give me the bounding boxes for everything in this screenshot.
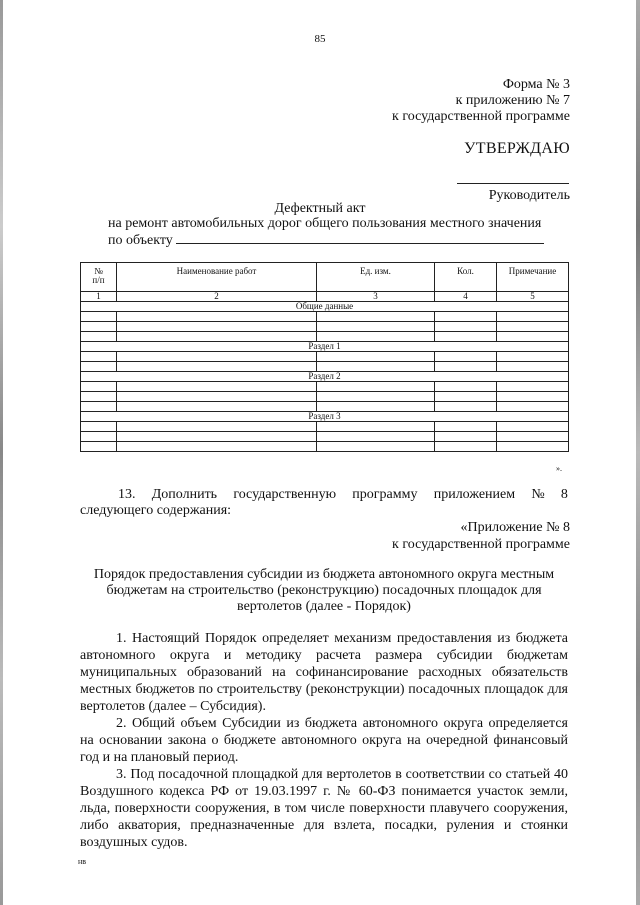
- paragraph-2: 2. Общий объем Субсидии из бюджета автономного округа определяется на основании закона о бюджете автономного округа на очередной финансовый год и на плановый период.: [80, 716, 568, 765]
- table-header-row: [81, 263, 569, 292]
- procedure-title: Порядок предоставления субсидии из бюджета автономного округа местным бюджетам на строительство (реконструкцию) посадочных площадок для вертолетов (далее - Порядок): [93, 567, 555, 614]
- table-row: [81, 392, 569, 402]
- act-subtitle: на ремонт автомобильных дорог общего пользования местного значения: [108, 216, 542, 231]
- section-row-2: Раздел 2: [81, 372, 569, 382]
- head-label: Руководитель: [488, 188, 570, 203]
- table-row: [81, 362, 569, 372]
- col-header-qty: Кол.: [435, 263, 497, 292]
- table-row: [81, 332, 569, 342]
- col-header-note: Примечание: [497, 263, 569, 292]
- footer-mark: нв: [78, 857, 87, 866]
- table-row: [81, 402, 569, 412]
- table-end-mark: ».: [556, 464, 562, 473]
- col-num-2: 2: [117, 292, 317, 302]
- table-row: [81, 312, 569, 322]
- defect-table: [80, 262, 569, 452]
- object-line: [108, 231, 544, 249]
- col-header-no: № п/п: [81, 263, 117, 292]
- appendix8-program: к государственной программе: [392, 537, 570, 552]
- col-header-name: Наименование работ: [117, 263, 317, 292]
- table-row: [81, 432, 569, 442]
- section-row-3: Раздел 3: [81, 412, 569, 422]
- table-row: [81, 322, 569, 332]
- program-ref: к государственной программе: [392, 109, 570, 124]
- col-num-3: 3: [317, 292, 435, 302]
- object-label: по объекту: [108, 233, 173, 248]
- col-num-4: 4: [435, 292, 497, 302]
- signature-line: [457, 183, 569, 184]
- appendix8-title: «Приложение № 8: [460, 520, 570, 535]
- scan-edge-left: [0, 0, 3, 905]
- table-number-row: [81, 292, 569, 302]
- appendix-ref: к приложению № 7: [455, 93, 570, 108]
- page-number: 85: [314, 33, 326, 45]
- approve-label: УТВЕРЖДАЮ: [464, 140, 570, 157]
- section-row-general: Общие данные: [81, 302, 569, 312]
- col-num-1: 1: [81, 292, 117, 302]
- form-number: Форма № 3: [502, 77, 570, 92]
- item-13-line2: следующего содержания:: [80, 503, 232, 518]
- paragraph-1: 1. Настоящий Порядок определяет механизм предоставления из бюджета автономного округа и методику расчета размера субсидии бюджетам муниципальных образований на софинансирование расходных обязательств местных бюджетов по строительству (реконструкции) посадочных площадок для вертолетов (далее – Субсидия).: [80, 631, 568, 714]
- table-row: [81, 382, 569, 392]
- table-row: [81, 422, 569, 432]
- paragraph-3: 3. Под посадочной площадкой для вертолетов в соответствии со статьей 40 Воздушного кодекса РФ от 19.03.1997 г. № 60-ФЗ понимается участок земли, льда, поверхности сооружения, в том числе поверхности плавучего сооружения, либо акватория, предназначенные для взлета, посадки, руления и стоянки воздушных судов.: [80, 767, 568, 850]
- act-title: Дефектный акт: [274, 201, 366, 216]
- scan-edge-right: [636, 0, 640, 905]
- section-row-1: Раздел 1: [81, 342, 569, 352]
- object-fill-line: [176, 231, 544, 244]
- table-row: [81, 442, 569, 452]
- table-row: [81, 352, 569, 362]
- col-header-unit: Ед. изм.: [317, 263, 435, 292]
- col-num-5: 5: [497, 292, 569, 302]
- item-13-line1: 13. Дополнить государственную программу приложением № 8: [118, 487, 568, 502]
